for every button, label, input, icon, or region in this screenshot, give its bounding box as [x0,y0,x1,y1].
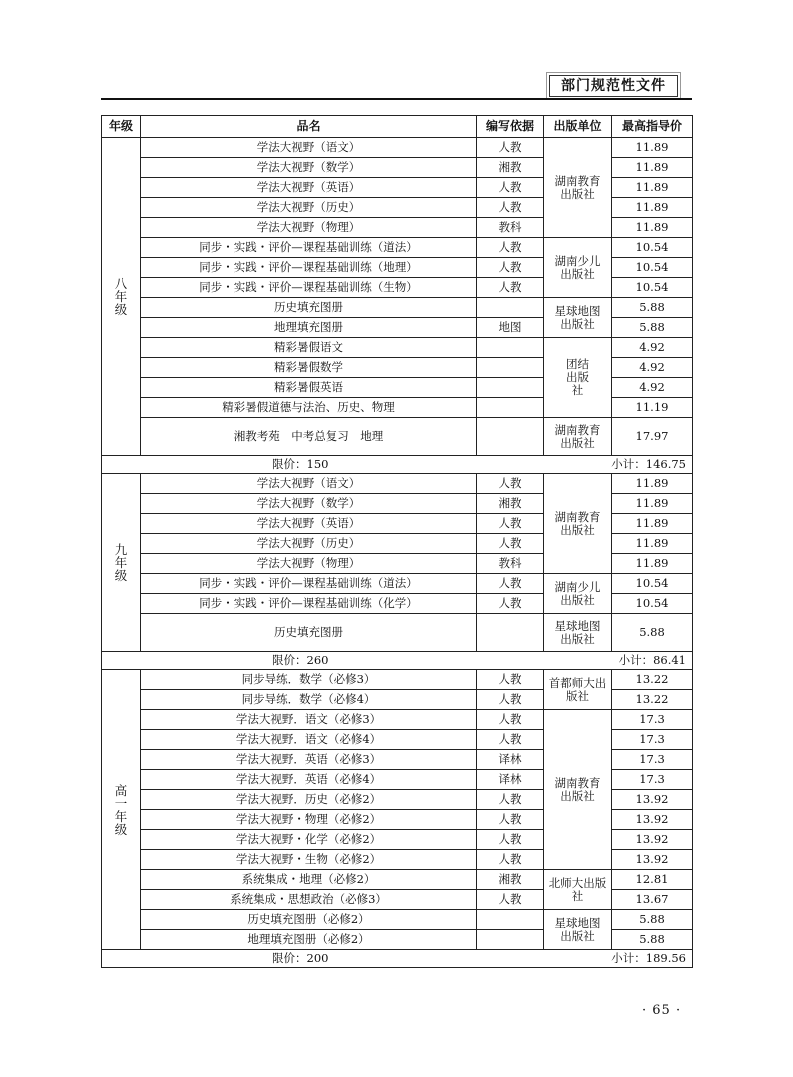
product-name: 同步・实践・评价—课程基础训练（道法） [141,238,477,258]
price: 13.92 [612,790,693,810]
grade-label: 高一年级 [114,782,128,837]
basis [477,338,544,358]
price: 13.67 [612,890,693,910]
publisher [544,474,612,574]
price: 17.3 [612,750,693,770]
limit-row [102,456,693,474]
price: 5.88 [612,930,693,950]
publisher [544,910,612,950]
header-rule [101,98,692,100]
product-name: 学法大视野（物理） [141,554,477,574]
col-header-grade: 年级 [102,116,141,138]
grade-label: 八年级 [114,276,128,317]
price: 10.54 [612,278,693,298]
table-row [102,614,693,652]
subtotal: 小计：146.75 [611,457,686,471]
table-row [102,910,693,930]
product-name: 地理填充图册（必修2） [141,930,477,950]
publisher-label: 湖南教育出版社 [554,775,601,803]
basis: 人教 [477,238,544,258]
basis: 人教 [477,710,544,730]
basis: 人教 [477,594,544,614]
table-row [102,574,693,594]
price: 10.54 [612,238,693,258]
product-name: 学法大视野．语文（必修3） [141,710,477,730]
limit-row [102,652,693,670]
publisher [544,238,612,298]
grade-cell [102,474,141,652]
product-name: 学法大视野（数学） [141,158,477,178]
basis [477,378,544,398]
product-name: 同步・实践・评价—课程基础训练（生物） [141,278,477,298]
basis: 人教 [477,474,544,494]
table-row [102,474,693,494]
price: 11.89 [612,474,693,494]
basis: 译林 [477,750,544,770]
basis: 人教 [477,890,544,910]
publisher-label: 首都师大出版社 [548,675,607,703]
basis [477,614,544,652]
product-name: 精彩暑假道德与法治、历史、物理 [141,398,477,418]
product-name: 精彩暑假语文 [141,338,477,358]
product-name: 学法大视野（语文） [141,474,477,494]
product-name: 精彩暑假英语 [141,378,477,398]
price-limit: 限价：200 [272,951,329,965]
table-row [102,138,693,158]
col-header-publisher: 出版单位 [544,116,612,138]
publisher-label: 团结出版社 [566,357,589,397]
limit-cell [102,950,693,968]
product-name: 同步・实践・评价—课程基础训练（道法） [141,574,477,594]
col-header-price: 最高指导价 [612,116,693,138]
price: 11.89 [612,534,693,554]
table-row [102,298,693,318]
basis: 人教 [477,670,544,690]
price: 11.89 [612,178,693,198]
product-name: 学法大视野（英语） [141,178,477,198]
product-name: 学法大视野（英语） [141,514,477,534]
basis: 湘教 [477,158,544,178]
basis [477,358,544,378]
basis [477,930,544,950]
basis [477,298,544,318]
price: 10.54 [612,574,693,594]
publisher [544,870,612,910]
product-name: 同步导练．数学（必修4） [141,690,477,710]
basis: 译林 [477,770,544,790]
publisher [544,418,612,456]
price: 17.3 [612,770,693,790]
price: 4.92 [612,338,693,358]
price: 13.92 [612,830,693,850]
basis: 人教 [477,850,544,870]
product-name: 系统集成・思想政治（必修3） [141,890,477,910]
price: 13.22 [612,670,693,690]
publisher [544,338,612,418]
product-name: 同步导练．数学（必修3） [141,670,477,690]
price: 17.3 [612,710,693,730]
price: 11.89 [612,158,693,178]
limit-cell [102,456,693,474]
publisher-label: 湖南少儿出版社 [554,253,601,281]
price: 5.88 [612,318,693,338]
publisher [544,298,612,338]
table-row [102,670,693,690]
basis [477,418,544,456]
basis: 人教 [477,534,544,554]
basis: 教科 [477,218,544,238]
price: 13.92 [612,810,693,830]
publisher-label: 北师大出版社 [548,875,607,903]
product-name: 学法大视野・物理（必修2） [141,810,477,830]
publisher-label: 湖南教育出版社 [554,509,601,537]
subtotal: 小计：86.41 [618,653,686,667]
table-header-row [102,116,693,138]
price: 11.89 [612,494,693,514]
product-name: 学法大视野・化学（必修2） [141,830,477,850]
publisher-label: 湖南教育出版社 [554,173,601,201]
product-name: 学法大视野（历史） [141,534,477,554]
product-name: 地理填充图册 [141,318,477,338]
product-name: 精彩暑假数学 [141,358,477,378]
publisher-label: 湖南教育出版社 [554,422,601,450]
basis: 湘教 [477,870,544,890]
basis: 湘教 [477,494,544,514]
price: 11.89 [612,138,693,158]
basis: 人教 [477,278,544,298]
table-row [102,338,693,358]
publisher [544,138,612,238]
publisher [544,710,612,870]
col-header-name: 品名 [141,116,477,138]
table-row [102,870,693,890]
price: 11.89 [612,218,693,238]
product-name: 学法大视野（数学） [141,494,477,514]
grade-label: 九年级 [114,542,128,583]
price: 11.89 [612,554,693,574]
basis [477,910,544,930]
price: 4.92 [612,358,693,378]
basis: 人教 [477,514,544,534]
subtotal: 小计：189.56 [611,951,686,965]
product-name: 历史填充图册（必修2） [141,910,477,930]
price: 4.92 [612,378,693,398]
basis: 地图 [477,318,544,338]
publisher-label: 星球地图出版社 [554,618,601,646]
table-row [102,710,693,730]
product-name: 学法大视野．英语（必修3） [141,750,477,770]
price: 10.54 [612,594,693,614]
publisher-label: 湖南少儿出版社 [554,579,601,607]
basis: 人教 [477,178,544,198]
col-header-basis: 编写依据 [477,116,544,138]
product-name: 学法大视野・生物（必修2） [141,850,477,870]
price: 13.92 [612,850,693,870]
table-row [102,418,693,456]
basis [477,398,544,418]
basis: 人教 [477,810,544,830]
price-limit: 限价：150 [272,457,329,471]
publisher [544,574,612,614]
basis: 人教 [477,730,544,750]
price-table [101,115,693,968]
price: 10.54 [612,258,693,278]
publisher [544,614,612,652]
product-name: 历史填充图册 [141,614,477,652]
grade-cell [102,138,141,456]
price: 12.81 [612,870,693,890]
basis: 人教 [477,690,544,710]
price-limit: 限价：260 [272,653,329,667]
product-name: 学法大视野．历史（必修2） [141,790,477,810]
price: 11.19 [612,398,693,418]
product-name: 同步・实践・评价—课程基础训练（化学） [141,594,477,614]
table-row [102,238,693,258]
basis: 人教 [477,258,544,278]
price: 11.89 [612,514,693,534]
product-name: 学法大视野．语文（必修4） [141,730,477,750]
price: 5.88 [612,910,693,930]
basis: 人教 [477,830,544,850]
limit-cell [102,652,693,670]
basis: 人教 [477,574,544,594]
product-name: 学法大视野（物理） [141,218,477,238]
product-name: 学法大视野（历史） [141,198,477,218]
price: 17.97 [612,418,693,456]
page-number: · 65 · [642,1003,682,1018]
product-name: 历史填充图册 [141,298,477,318]
product-name: 学法大视野．英语（必修4） [141,770,477,790]
price: 17.3 [612,730,693,750]
basis: 人教 [477,198,544,218]
grade-cell [102,670,141,950]
product-name: 湘教考苑 中考总复习 地理 [141,418,477,456]
document-category-label: 部门规范性文件 [549,75,678,97]
publisher-label: 星球地图出版社 [554,915,601,943]
price: 13.22 [612,690,693,710]
product-name: 同步・实践・评价—课程基础训练（地理） [141,258,477,278]
basis: 教科 [477,554,544,574]
product-name: 系统集成・地理（必修2） [141,870,477,890]
publisher [544,670,612,710]
basis: 人教 [477,138,544,158]
price: 5.88 [612,298,693,318]
product-name: 学法大视野（语文） [141,138,477,158]
price: 5.88 [612,614,693,652]
price: 11.89 [612,198,693,218]
basis: 人教 [477,790,544,810]
publisher-label: 星球地图出版社 [554,303,601,331]
limit-row [102,950,693,968]
